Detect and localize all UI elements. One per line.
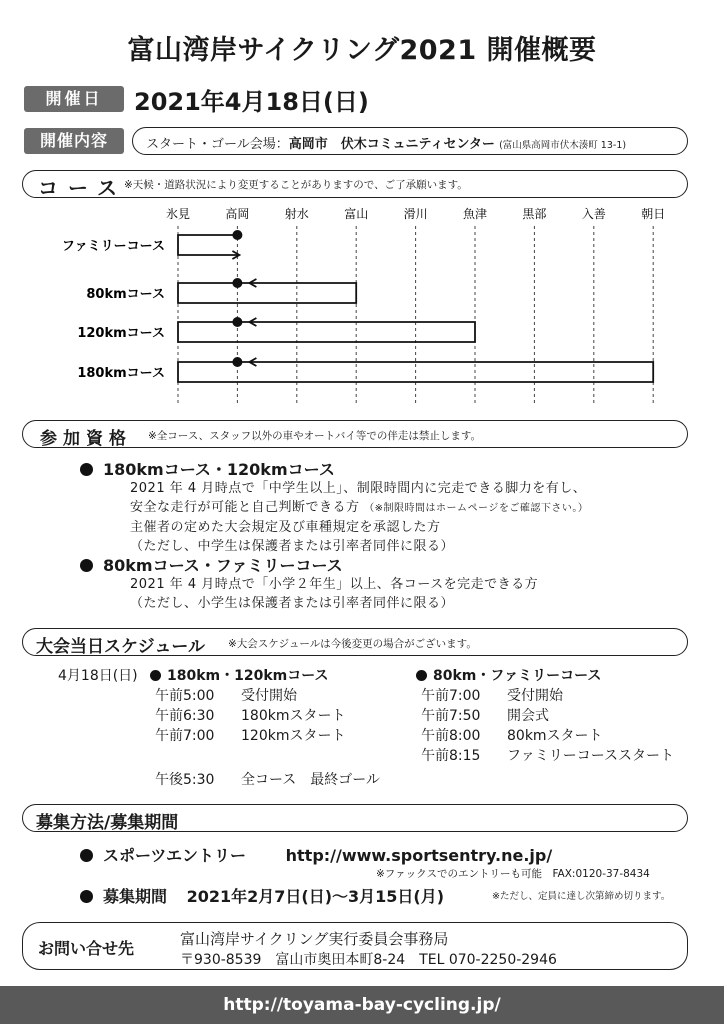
- eligibility-group-long-heading: 180kmコース・120kmコース: [80, 457, 335, 480]
- schedule-short: [416, 666, 674, 766]
- venue-address: (富山県高岡市伏木湊町 13-1): [499, 140, 627, 151]
- contact-org: 富山湾岸サイクリング実行委員会事務局: [180, 930, 449, 948]
- start-point-marker: [232, 278, 242, 288]
- period-label: 募集期間: [103, 887, 168, 906]
- station-label: 黒部: [522, 207, 547, 221]
- fax-note: ※ファックスでのエントリーも可能 FAX:0120-37-8434: [376, 868, 650, 880]
- period-note: ※ただし、定員に達し次第締め切ります。: [492, 891, 671, 902]
- period-value: 2021年2月7日(日)〜3月15日(月): [186, 887, 445, 906]
- recruit-method: [80, 843, 552, 866]
- page-title: 富山湾岸サイクリング2021 開催概要: [127, 35, 597, 66]
- eligibility-group-short-text: 2021 年 4 月時点で「小学２年生」以上、各コースを完走できる方 （ただし、小学生は保護者または引率者同伴に限る）: [130, 577, 539, 611]
- start-point-marker: [232, 317, 242, 327]
- bullet-icon: [80, 890, 93, 903]
- course-name: 80kmコース: [86, 287, 165, 302]
- schedule-label: 大会当日スケジュール: [36, 637, 205, 657]
- course-name: ファミリーコース: [61, 239, 165, 254]
- schedule-row: 午前7:00 120kmスタート: [155, 728, 346, 744]
- station-label: 朝日: [641, 207, 666, 221]
- station-label: 入善: [581, 207, 606, 221]
- course-note: ※天候・道路状況により変更することがありますので、ご了承願います。: [124, 179, 468, 191]
- schedule-long-heading: 180km・120kmコース: [167, 668, 329, 684]
- recruit-label: 募集方法/募集期間: [36, 813, 179, 833]
- schedule-row: 午前7:00 受付開始: [421, 688, 563, 704]
- eligibility-note: ※全コース、スタッフ以外の車やオートバイ等での伴走は禁止します。: [148, 430, 482, 442]
- recruit-period: [80, 884, 444, 907]
- schedule-long: [150, 666, 345, 746]
- schedule-final: 午後5:30 全コース 最終ゴール: [155, 772, 381, 788]
- event-date: 2021年4月18日(日): [134, 88, 369, 116]
- bullet-icon: [80, 849, 93, 862]
- course-route: [178, 235, 239, 255]
- bullet-icon: [150, 670, 161, 681]
- start-point-marker: [232, 230, 242, 240]
- bullet-icon: [416, 670, 427, 681]
- content-label: 開催内容: [24, 128, 124, 154]
- schedule-note: ※大会スケジュールは今後変更の場合がございます。: [228, 638, 477, 650]
- station-label: 高岡: [225, 207, 250, 221]
- schedule-row: 午前7:50 開会式: [421, 708, 549, 724]
- course-diagram: [0, 200, 724, 410]
- schedule-row: 午前8:15 ファミリーコーススタート: [421, 748, 675, 764]
- contact-label: お問い合せ先: [38, 939, 135, 958]
- schedule-date: 4月18日(日): [58, 668, 138, 684]
- venue-name: 高岡市 伏木コミュニティセンター: [288, 137, 495, 152]
- station-label: 富山: [344, 207, 369, 221]
- course-name: 120kmコース: [77, 326, 165, 341]
- eligibility-label: 参加資格: [40, 429, 132, 449]
- course-route: [178, 322, 475, 342]
- method-label: スポーツエントリー: [103, 846, 247, 865]
- eligibility-group-short-heading: 80kmコース・ファミリーコース: [80, 553, 343, 576]
- venue-line: [146, 133, 626, 152]
- station-label: 氷見: [165, 207, 191, 221]
- schedule-row: 午前6:30 180kmスタート: [155, 708, 346, 724]
- station-label: 滑川: [403, 207, 428, 221]
- start-point-marker: [232, 357, 242, 367]
- venue-prefix: スタート・ゴール会場：: [146, 137, 289, 152]
- course-name: 180kmコース: [77, 366, 165, 381]
- course-route: [178, 283, 356, 303]
- bullet-icon: [80, 463, 93, 476]
- footer-url[interactable]: http://toyama-bay-cycling.jp/: [0, 986, 724, 1024]
- contact-address: 〒930-8539 富山市奥田本町8-24 TEL 070-2250-2946: [180, 952, 557, 968]
- time-limit-note: （※制限時間はホームページをご確認下さい。）: [364, 503, 589, 514]
- date-label: 開催日: [24, 86, 124, 112]
- schedule-row: 午前5:00 受付開始: [155, 688, 297, 704]
- schedule-row: 午前8:00 80kmスタート: [421, 728, 603, 744]
- schedule-short-heading: 80km・ファミリーコース: [433, 668, 602, 684]
- course-label: コース: [38, 176, 127, 200]
- bullet-icon: [80, 559, 93, 572]
- eligibility-group-long-text: 2021 年 4 月時点で「中学生以上」、制限時間内に完走できる脚力を有し、 安全な走行が可能と自己判断できる方 （※制限時間はホームページをご確認下さい。） 主催者の定めた大会規定及び車種規定を承認した方 （ただし、中学生は保護者または引率者同伴に限る）: [130, 481, 589, 554]
- entry-link[interactable]: http://www.sportsentry.ne.jp/: [285, 846, 553, 865]
- station-label: 魚津: [462, 207, 488, 221]
- station-label: 射水: [284, 207, 309, 221]
